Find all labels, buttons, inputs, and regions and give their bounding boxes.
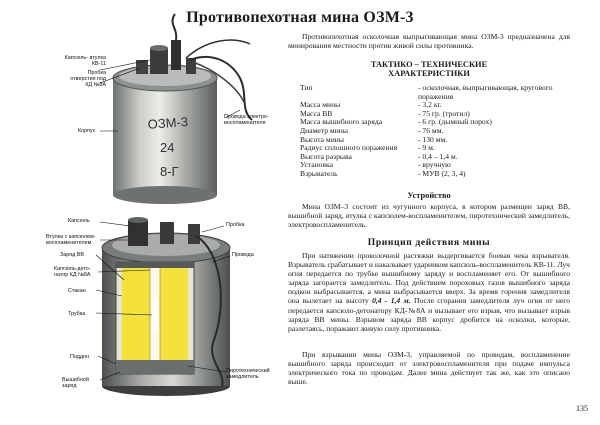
specs-heading	[288, 60, 570, 79]
spec-value: - 0,4 – 1,4 м.	[418, 151, 458, 161]
spec-value: - 75 гр. (тротил)	[418, 108, 470, 118]
spec-value: - вручную	[418, 160, 451, 170]
label-pyro: Пиротехнический замедлитель	[226, 368, 270, 380]
label-sleeve: Втулка с капсюлем- воспламенителем	[46, 234, 96, 246]
principle-heading: Принцип действия мины	[367, 237, 491, 248]
principle-text-b: После сгорания замедлителя луч огня от него передается капсюло-детонатору КД-№8А и вызывает его взрыв, что вызывает взрыв заряда ВВ мины. Взрывом заряда ВВ корпус дробится на осколки, которые, разлетаясь, поражают живую силу противника.	[288, 296, 570, 333]
spec-key: Высота разрыва	[300, 151, 352, 161]
spec-key: Тип	[300, 83, 313, 92]
label-probe-hole: Пробка отверстия под КД №8А	[70, 70, 106, 88]
specs-row	[300, 84, 568, 101]
spec-value: - 76 мм.	[418, 125, 444, 135]
marking-line-3: 8-Г	[160, 164, 179, 179]
specs-table	[300, 84, 568, 179]
spec-key: Высота мины	[300, 134, 344, 144]
marking-line-2: 24	[160, 140, 175, 155]
mine-exterior-photo	[100, 14, 252, 204]
spec-key: Установка	[300, 160, 334, 170]
label-wire: Провода	[232, 252, 254, 258]
label-wires: Провода электро- воспламенителя	[224, 114, 269, 126]
principle-text-a: При натяжении проволочной растяжки выдергивается боевая чека взрывателя. Взрыватель срабатывает и накалывает ударником капсюль-воспламенитель КВ-11. Луч огня передается по трубке вышибному заряду и воспламеняет его. От вышибного заряда загорается замедлитель. Под действием пороховых газов вышибного заряда подкон выбрасывается, а мина выбрасывается вверх. За время горения замедлителя она вылетает на высоту	[288, 251, 570, 306]
label-plug: Пробка	[226, 222, 245, 228]
page-title: Противопехотная мина ОЗМ-3	[186, 9, 414, 26]
label-tube: Трубка	[68, 311, 86, 317]
marking-line-1: ОЗМ-3	[147, 114, 189, 132]
label-body: Корпус	[78, 128, 96, 134]
specs-heading-line-1: ТАКТИКО – ТЕХНИЧЕСКИЕ	[370, 60, 488, 69]
spec-value: - 6 гр. (дымный порох)	[418, 117, 492, 127]
device-paragraph: Мина ОЗМ–3 состоит из чугунного корпуса, в котором размещен заряд ВВ, вышибной заряд, втулка с капсюлем-воспламенителем, пиротехнический замедлитель, электровоспламенитель.	[288, 202, 570, 230]
spec-key: Масса ВВ	[300, 108, 333, 118]
label-capsule-sleeve: Капсюль- втулка КВ-11	[64, 55, 106, 67]
spec-key: Масса мины	[300, 100, 341, 110]
spec-value: - осколочная, выпрыгивающая, кругового поражения	[418, 83, 553, 101]
page-number: 135	[576, 404, 588, 413]
specs-heading-line-2: ХАРАКТЕРИСТИКИ	[388, 69, 470, 79]
principle-paragraph-1	[288, 251, 570, 333]
mine-cutaway-photo	[96, 217, 230, 396]
spec-value: - 9 м.	[418, 143, 435, 153]
device-heading: Устройство	[407, 191, 451, 200]
spec-value: - 130 мм.	[418, 134, 448, 144]
spec-key: Диаметр мины	[300, 125, 348, 135]
label-capsule: Капсюль	[68, 218, 90, 224]
spec-value: - МУВ (2, 3, 4)	[418, 168, 466, 178]
spec-key: Взрыватель	[300, 168, 338, 178]
principle-height-value: 0,4 - 1,4 м.	[372, 296, 411, 306]
intro-paragraph: Противопехотная осколочная выпрыгивающая мина ОЗМ-3 предназначена для минирования местности против живой силы противника.	[288, 32, 570, 51]
spec-key: Масса вышибного заряда	[300, 117, 383, 127]
label-charge: Заряд ВВ	[60, 252, 84, 258]
spec-value: - 3,2 кг.	[418, 100, 442, 110]
specs-row	[300, 170, 568, 179]
label-eject: Вышибной заряд	[62, 377, 89, 389]
label-bottom: Поддон	[70, 354, 90, 360]
label-detonator: Капсюль-дето- натор КД №8А	[54, 266, 91, 278]
spec-key: Радиус сплошного поражения	[300, 143, 398, 153]
principle-paragraph-2: При взрывании мины ОЗМ-3, управляемой по проводам, воспламенение вышибного заряда происходит от электровоспламенителя при подаче импульса электрического тока по проводам. Далее мина действует так же, как это описано выше.	[288, 350, 570, 387]
label-rod: Стакан	[68, 288, 86, 294]
